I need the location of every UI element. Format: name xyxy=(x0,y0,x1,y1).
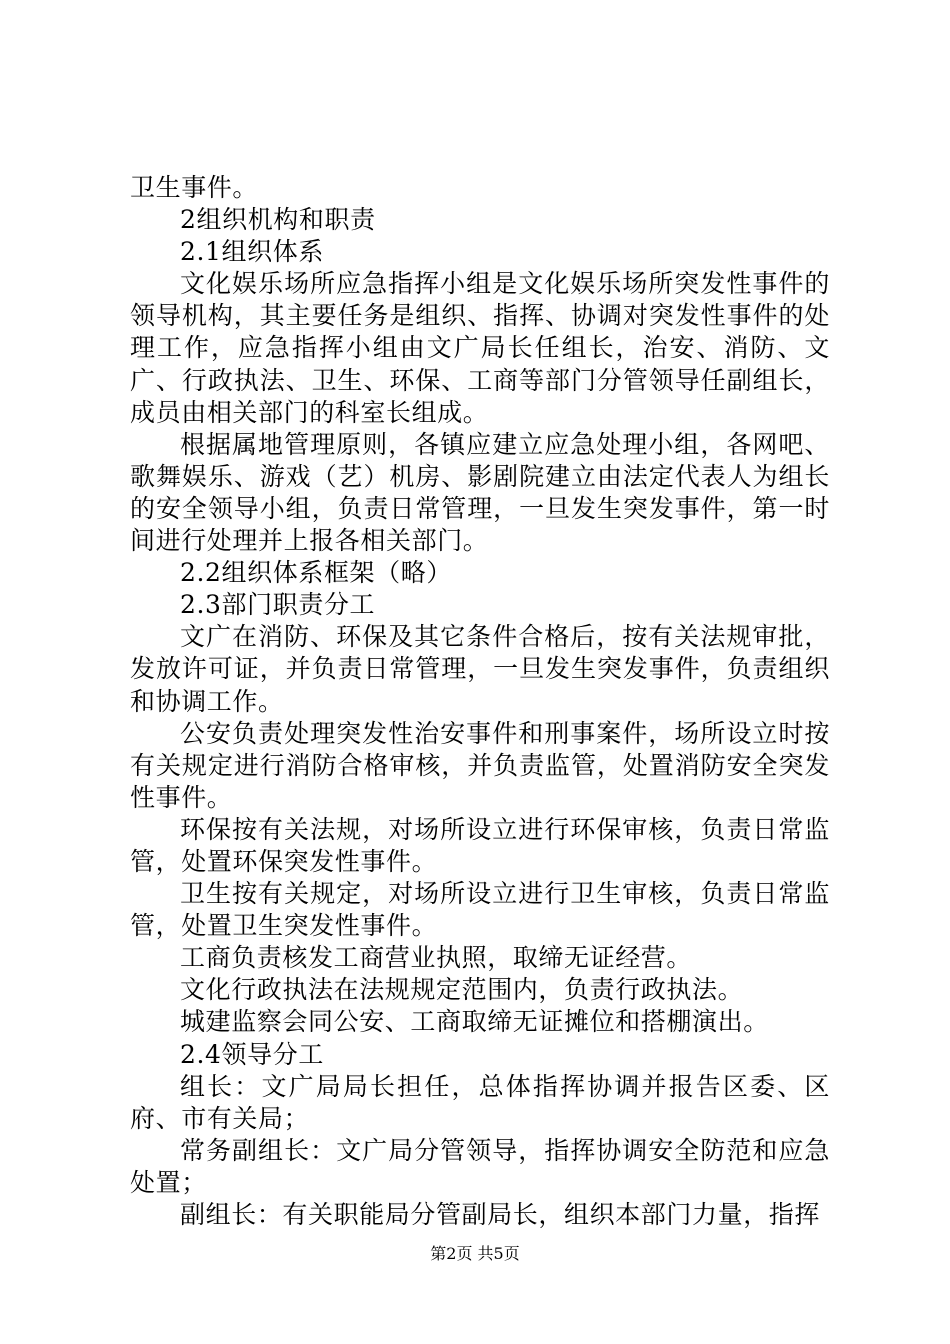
paragraph: 文化娱乐场所应急指挥小组是文化娱乐场所突发性事件的领导机构，其主要任务是组织、指挥、协调对突发性事件的处理工作，应急指挥小组由文广局长任组长，治安、消防、文广、行政执法、卫生、环保、工商等部门分管领导任副组长，成员由相关部门的科室长组成。 xyxy=(130,269,830,427)
paragraph: 工商负责核发工商营业执照，取缔无证经营。 xyxy=(180,943,693,973)
section-heading: 2组织机构和职责 xyxy=(180,205,376,235)
paragraph: 环保按有关法规，对场所设立进行环保审核，负责日常监管，处置环保突发性事件。 xyxy=(130,814,830,876)
paragraph: 卫生事件。 xyxy=(130,173,259,202)
page-footer xyxy=(0,1244,950,1264)
paragraph: 副组长：有关职能局分管副局长，组织本部门力量，指挥 xyxy=(180,1200,821,1229)
subsection-heading: 2.1组织体系 xyxy=(180,237,324,267)
paragraph: 城建监察会同公安、工商取缔无证摊位和搭棚演出。 xyxy=(180,1007,769,1037)
paragraph: 公安负责处理突发性治安事件和刑事案件，场所设立时按有关规定进行消防合格审核，并负责监管，处置消防安全突发性事件。 xyxy=(130,718,830,812)
paragraph: 文化行政执法在法规规定范围内，负责行政执法。 xyxy=(180,975,744,1005)
paragraph: 组长：文广局局长担任，总体指挥协调并报告区委、区府、市有关局； xyxy=(130,1071,830,1133)
paragraph: 根据属地管理原则，各镇应建立应急处理小组，各网吧、歌舞娱乐、游戏（艺）机房、影剧院建立由法定代表人为组长的安全领导小组，负责日常管理，一旦发生突发事件，第一时间进行处理并上报各相关部门。 xyxy=(130,429,830,556)
subsection-heading: 2.3部门职责分工 xyxy=(180,590,376,620)
paragraph: 文广在消防、环保及其它条件合格后，按有关法规审批，发放许可证，并负责日常管理，一旦发生突发事件，负责组织和协调工作。 xyxy=(130,622,830,716)
paragraph: 常务副组长：文广局分管领导，指挥协调安全防范和应急处置； xyxy=(130,1135,830,1197)
subsection-heading: 2.2组织体系框架（略） xyxy=(180,558,452,588)
subsection-heading: 2.4领导分工 xyxy=(180,1039,324,1069)
document-body xyxy=(130,172,830,1231)
paragraph: 卫生按有关规定，对场所设立进行卫生审核，负责日常监管，处置卫生突发性事件。 xyxy=(130,879,830,941)
page-number: 第2页 共5页 xyxy=(430,1244,520,1263)
